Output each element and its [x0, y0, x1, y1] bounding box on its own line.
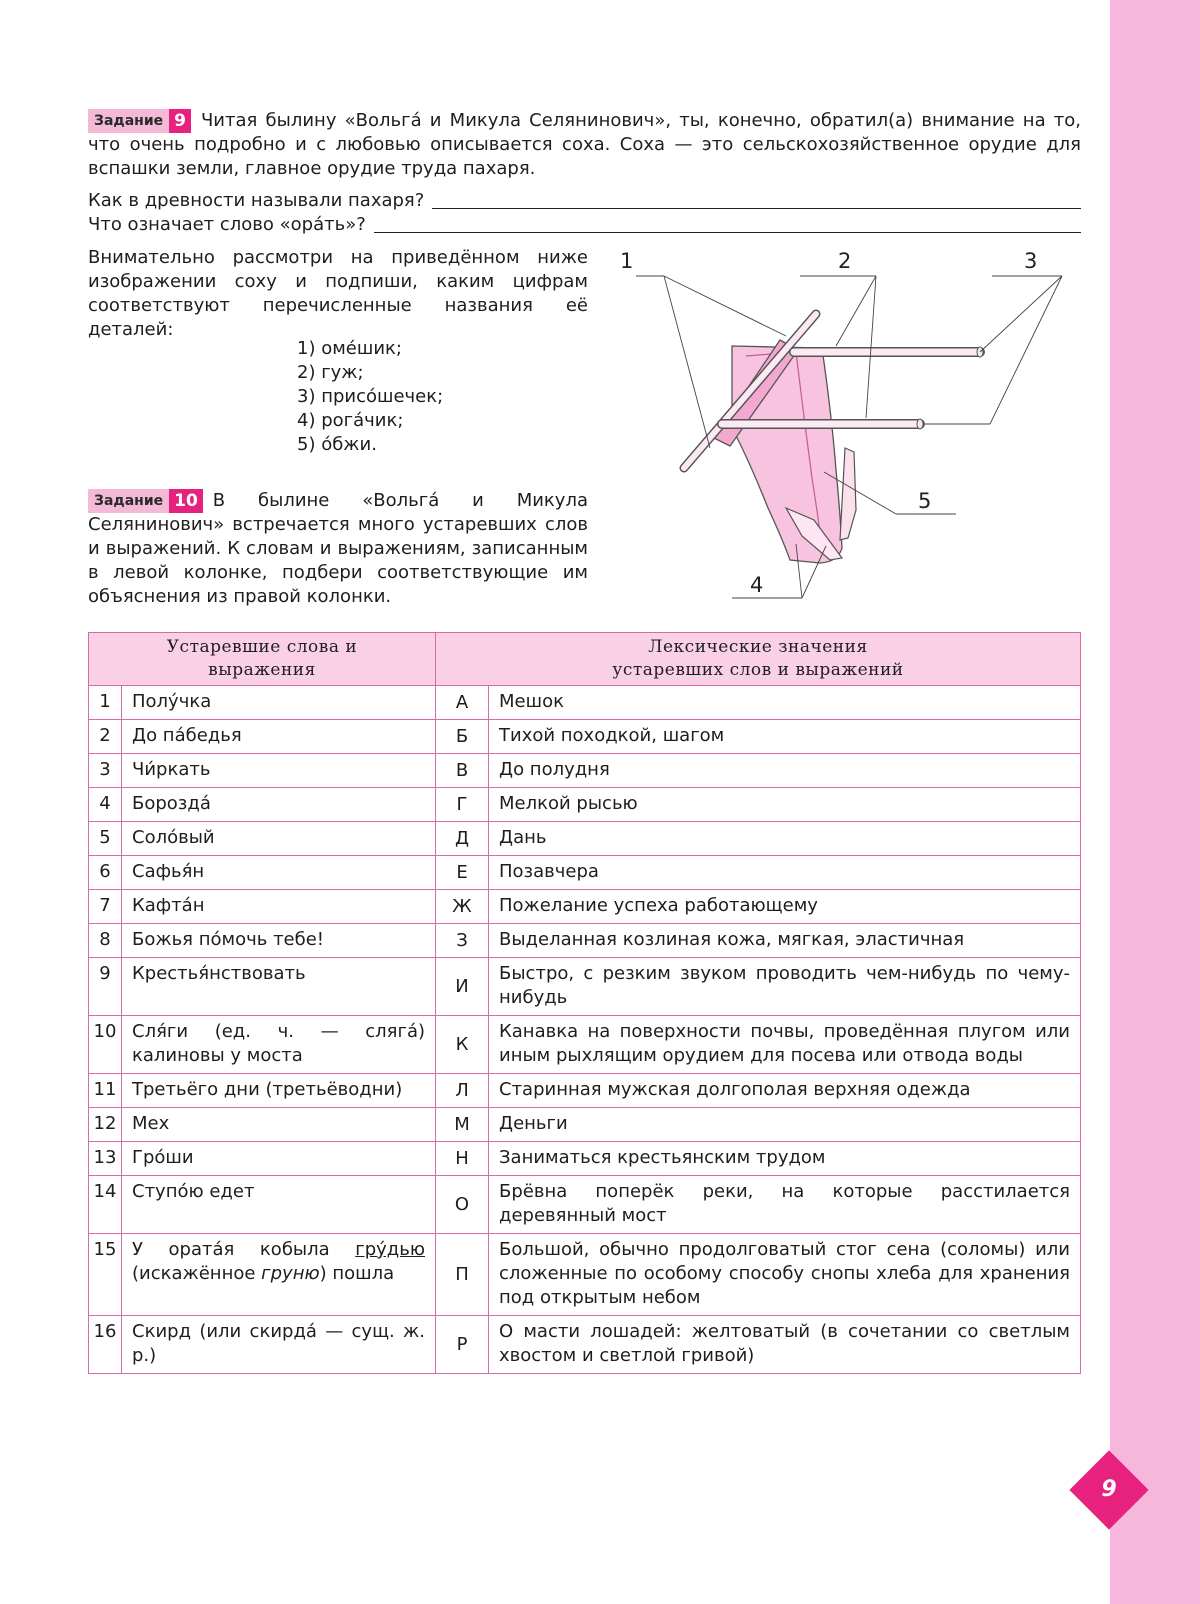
answer1-line	[432, 189, 1081, 209]
old-word: Крестья́нствовать	[122, 958, 436, 1016]
old-word: Кафта́н	[122, 890, 436, 924]
old-word: До па́бедья	[122, 720, 436, 754]
meaning-text: Брёвна поперёк реки, на которые расстилается деревянный мост	[489, 1176, 1081, 1234]
table-row	[89, 1016, 1081, 1074]
task9-intro	[88, 109, 1081, 181]
meaning-letter: В	[436, 754, 489, 788]
diagram-label-2: 2	[838, 249, 852, 273]
row-number: 5	[89, 822, 122, 856]
meaning-letter: П	[436, 1234, 489, 1316]
task-number: 10	[169, 489, 203, 513]
meaning-letter: Б	[436, 720, 489, 754]
meaning-text: Мелкой рысью	[489, 788, 1081, 822]
old-word: Сафья́н	[122, 856, 436, 890]
meaning-letter: О	[436, 1176, 489, 1234]
part-item: 4) рога́чик;	[297, 410, 404, 431]
meaning-letter: М	[436, 1108, 489, 1142]
leader-lines	[636, 276, 1062, 598]
old-word: Ступо́ю едет	[122, 1176, 436, 1234]
old-word: Третьёго дни (третьёводни)	[122, 1074, 436, 1108]
row-number: 7	[89, 890, 122, 924]
header-right-text: Лексические значения устаревших слов и выражений	[612, 637, 904, 680]
question1-row	[88, 189, 1081, 213]
page-number: 9	[1101, 1477, 1117, 1502]
task-label: Задание	[88, 109, 169, 133]
row-number: 15	[89, 1234, 122, 1316]
part-item: 3) присо́шечек;	[297, 386, 444, 407]
plough-diagram	[600, 248, 1090, 620]
lexicon-table	[88, 632, 1081, 1374]
meaning-letter: Е	[436, 856, 489, 890]
row-number: 13	[89, 1142, 122, 1176]
old-word-part: У ората́я кобыла	[132, 1239, 356, 1260]
answer2-line	[374, 213, 1081, 233]
row-number: 10	[89, 1016, 122, 1074]
old-word: Полу́чка	[122, 686, 436, 720]
meaning-text: Большой, обычно продолговатый стог сена (соломы) или сложенные по особому способу снопы хлеба для хранения под открытым небом	[489, 1234, 1081, 1316]
meaning-letter: К	[436, 1016, 489, 1074]
row-number: 16	[89, 1316, 122, 1374]
diagram-label-1: 1	[620, 249, 634, 273]
question2-text: Что означает слово «ора́ть»?	[88, 214, 366, 235]
table-row	[89, 1234, 1081, 1316]
table-row	[89, 856, 1081, 890]
meaning-text: Деньги	[489, 1108, 1081, 1142]
diagram-instruction: Внимательно рассмотри на приведённом ниже изображении соху и подпиши, каким цифрам соответствуют перечисленные названия её деталей:	[88, 247, 588, 340]
old-word: Божья по́мочь тебе!	[122, 924, 436, 958]
row-number: 9	[89, 958, 122, 1016]
table-row	[89, 1108, 1081, 1142]
table-row	[89, 686, 1081, 720]
row-number: 14	[89, 1176, 122, 1234]
task10-intro	[88, 489, 588, 609]
task-label: Задание	[88, 489, 169, 513]
meaning-text: Канавка на поверхности почвы, проведённая плугом или иным рыхлящим орудием для посева или отвода воды	[489, 1016, 1081, 1074]
task9-badge	[88, 109, 191, 133]
part-item: 1) оме́шик;	[297, 338, 402, 359]
part-item: 2) гуж;	[297, 362, 364, 383]
meaning-text: До полудня	[489, 754, 1081, 788]
row-number: 12	[89, 1108, 122, 1142]
meaning-text: Мешок	[489, 686, 1081, 720]
header-right	[436, 633, 1081, 686]
meaning-letter: Н	[436, 1142, 489, 1176]
meaning-text: Тихой походкой, шагом	[489, 720, 1081, 754]
meaning-letter: И	[436, 958, 489, 1016]
table-row	[89, 958, 1081, 1016]
diagram-label-4: 4	[750, 573, 764, 597]
table-row	[89, 1074, 1081, 1108]
meaning-letter: Ж	[436, 890, 489, 924]
old-word: Чи́ркать	[122, 754, 436, 788]
old-word	[122, 1234, 436, 1316]
table-row	[89, 788, 1081, 822]
old-word-part: ) пошла	[319, 1263, 395, 1284]
meaning-text: О масти лошадей: желтоватый (в сочетании со светлым хвостом и светлой гривой)	[489, 1316, 1081, 1374]
table-row	[89, 720, 1081, 754]
task-number: 9	[169, 109, 191, 133]
row-number: 1	[89, 686, 122, 720]
meaning-letter: А	[436, 686, 489, 720]
table-row	[89, 1142, 1081, 1176]
old-word-underlined: гру́дью	[355, 1239, 425, 1260]
meaning-text: Выделанная козлиная кожа, мягкая, эластичная	[489, 924, 1081, 958]
task10-text: В былине «Вольга́ и Микула Селянинович» встречается много устаревших слов и выражений. К словам и выражениям, записанным в левой колонке, подбери соответствующие им объяснения из правой колонки.	[88, 490, 588, 607]
plough-drawing	[684, 314, 983, 563]
header-left	[89, 633, 436, 686]
task9-text: Читая былину «Вольга́ и Микула Селянинович», ты, конечно, обратил(а) внимание на то, что очень подробно и с любовью описывается соха. Соха — это сельскохозяйственное орудие для вспашки земли, главное орудие труда пахаря.	[88, 110, 1081, 179]
table-row	[89, 822, 1081, 856]
old-word: Мех	[122, 1108, 436, 1142]
table-row	[89, 1176, 1081, 1234]
meaning-letter: Г	[436, 788, 489, 822]
old-word: Сля́ги (ед. ч. — сляга́) калиновы у моста	[122, 1016, 436, 1074]
meaning-letter: З	[436, 924, 489, 958]
task10-badge	[88, 489, 203, 513]
row-number: 3	[89, 754, 122, 788]
meaning-letter: Л	[436, 1074, 489, 1108]
meaning-letter: Р	[436, 1316, 489, 1374]
part-item: 5) о́бжи.	[297, 434, 377, 455]
row-number: 11	[89, 1074, 122, 1108]
meaning-text: Позавчера	[489, 856, 1081, 890]
old-word-italic: груню	[261, 1263, 320, 1284]
old-word: Соло́вый	[122, 822, 436, 856]
row-number: 4	[89, 788, 122, 822]
parts-list	[297, 337, 443, 457]
question2-row	[88, 213, 1081, 237]
old-word-part: (искажённое	[132, 1263, 262, 1284]
row-number: 8	[89, 924, 122, 958]
header-left-text: Устаревшие слова и выражения	[166, 637, 358, 680]
table-row	[89, 924, 1081, 958]
side-band	[1110, 0, 1200, 1604]
meaning-text: Быстро, с резким звуком проводить чем-нибудь по чему-нибудь	[489, 958, 1081, 1016]
row-number: 2	[89, 720, 122, 754]
row-number: 6	[89, 856, 122, 890]
old-word: Скирд (или скирда́ — сущ. ж. р.)	[122, 1316, 436, 1374]
diagram-label-3: 3	[1024, 249, 1038, 273]
table-row	[89, 754, 1081, 788]
meaning-text: Старинная мужская долгополая верхняя одежда	[489, 1074, 1081, 1108]
meaning-text: Дань	[489, 822, 1081, 856]
table-row	[89, 890, 1081, 924]
question1-text: Как в древности называли пахаря?	[88, 190, 425, 211]
old-word: Борозда́	[122, 788, 436, 822]
table-row	[89, 1316, 1081, 1374]
meaning-letter: Д	[436, 822, 489, 856]
meaning-text: Пожелание успеха работающему	[489, 890, 1081, 924]
table-header-row	[89, 633, 1081, 686]
old-word: Гро́ши	[122, 1142, 436, 1176]
meaning-text: Заниматься крестьянским трудом	[489, 1142, 1081, 1176]
diagram-label-5: 5	[918, 489, 932, 513]
